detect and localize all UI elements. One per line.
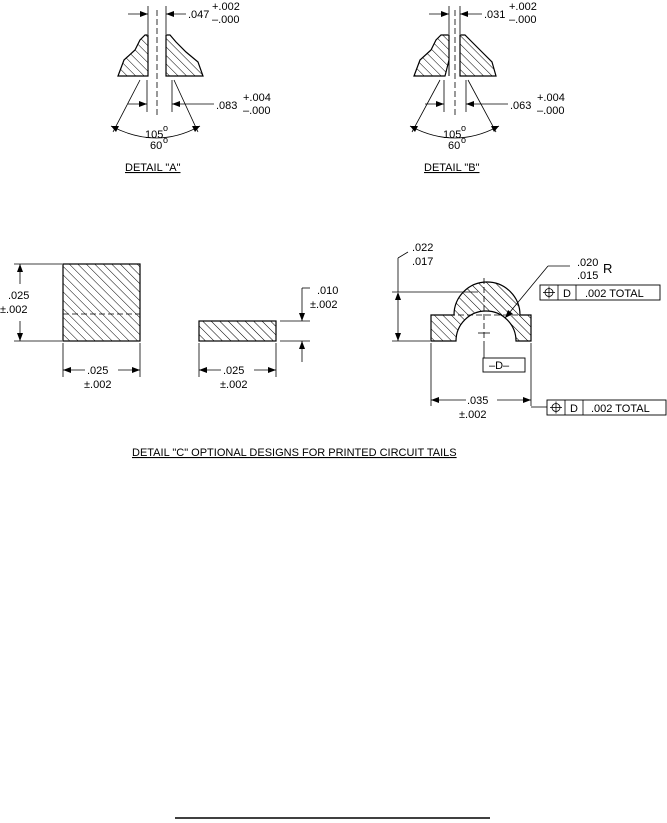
detail-c-arch <box>392 242 666 421</box>
detail-b-side-dim: .063 <box>510 100 532 112</box>
square-width-tol: ±.002 <box>84 379 112 391</box>
detail-b-label: DETAIL "B" <box>424 162 480 174</box>
arch-radius-max: .020 <box>577 257 599 269</box>
detail-a-label: DETAIL "A" <box>125 162 181 174</box>
square-height-dim: .025 <box>8 290 30 302</box>
square-width-dim: .025 <box>87 365 109 377</box>
fcf-bottom-datum: D <box>570 403 578 415</box>
fcf-bottom <box>547 400 666 415</box>
detail-b-angle-min: 60 <box>448 140 461 152</box>
flat-tail-section <box>199 321 276 341</box>
detail-b-degree-2: o <box>461 135 467 145</box>
detail-a-section-right <box>166 35 203 76</box>
detail-a-side-dim: .083 <box>216 100 238 112</box>
detail-a-angle-min: 60 <box>150 140 163 152</box>
flat-width-tol: ±.002 <box>220 379 248 391</box>
datum-d-label: –D– <box>489 360 510 372</box>
detail-a-top-tol-plus: +.002 <box>212 1 240 13</box>
detail-a-side-tol-minus: –.000 <box>243 105 271 117</box>
fcf-top <box>540 285 660 300</box>
flat-thickness-dim: .010 <box>317 285 339 297</box>
detail-b-section-right <box>460 35 496 76</box>
square-height-tol: ±.002 <box>0 304 28 316</box>
detail-b-top-dim: .031 <box>484 9 506 21</box>
arch-height-min: .017 <box>412 256 434 268</box>
detail-a-angle-max: 105 <box>145 129 164 141</box>
detail-b <box>410 1 565 174</box>
detail-a-degree-2: o <box>163 135 169 145</box>
square-tail-section <box>63 264 140 341</box>
detail-a-side-tol-plus: +.004 <box>243 92 271 104</box>
arch-width-dim: .035 <box>467 395 489 407</box>
detail-a <box>111 1 271 174</box>
detail-c-square <box>0 264 140 391</box>
detail-b-degree-1: o <box>461 123 467 133</box>
flat-width-dim: .025 <box>223 365 245 377</box>
detail-b-top-tol-minus: –.000 <box>509 14 537 26</box>
detail-b-section <box>414 35 449 76</box>
detail-a-degree-1: o <box>163 123 169 133</box>
fcf-top-tolerance: .002 TOTAL <box>585 288 644 300</box>
detail-a-section <box>118 35 148 76</box>
arch-tail-section <box>431 282 531 341</box>
fcf-top-datum: D <box>563 288 571 300</box>
flat-thickness-tol: ±.002 <box>310 299 338 311</box>
detail-a-top-dim: .047 <box>188 9 210 21</box>
detail-a-top-tol-minus: –.000 <box>212 14 240 26</box>
fcf-bottom-tolerance: .002 TOTAL <box>591 403 650 415</box>
detail-c-flat <box>199 285 338 391</box>
detail-b-angle-max: 105 <box>443 129 462 141</box>
detail-b-side-tol-plus: +.004 <box>537 92 565 104</box>
arch-radius-min: .015 <box>577 270 599 282</box>
detail-c-title: DETAIL "C" OPTIONAL DESIGNS FOR PRINTED CIRCUIT TAILS <box>132 447 457 459</box>
detail-b-top-tol-plus: +.002 <box>509 1 537 13</box>
arch-height-max: .022 <box>412 242 434 254</box>
arch-radius-symbol: R <box>603 261 613 276</box>
arch-width-tol: ±.002 <box>459 409 487 421</box>
detail-b-side-tol-minus: –.000 <box>537 105 565 117</box>
